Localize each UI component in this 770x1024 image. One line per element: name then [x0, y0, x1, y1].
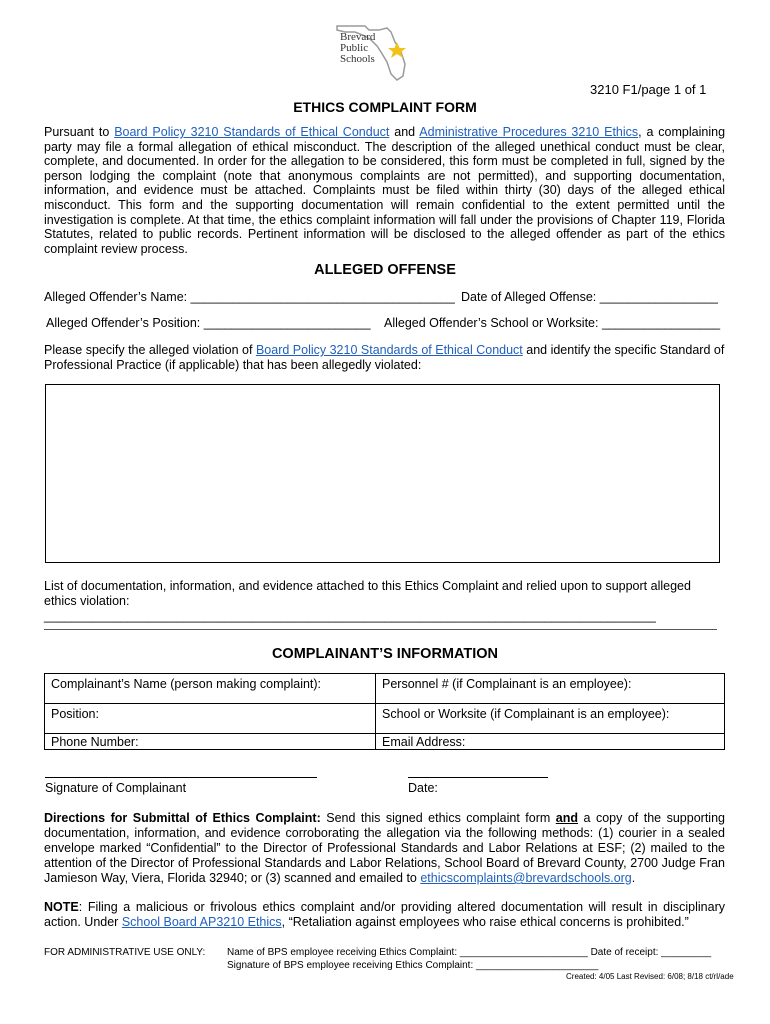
logo-text: Brevard Public Schools [340, 31, 376, 65]
board-policy-link[interactable]: Board Policy 3210 Standards of Ethical Conduct [114, 125, 390, 139]
signature-line[interactable] [45, 777, 317, 778]
personnel-number-field[interactable]: Personnel # (if Complainant is an employee): [376, 674, 725, 704]
note-paragraph: NOTE: Filing a malicious or frivolous ethics complaint and/or providing altered documentation will result in disciplinary action. Under School Board AP3210 Ethics, “Retaliation against employees who raise ethical concerns is prohibited.” [44, 900, 725, 929]
offense-date-field[interactable]: Date of Alleged Offense: _________________ [461, 290, 718, 304]
complainant-heading: COMPLAINANT’S INFORMATION [271, 646, 499, 662]
specify-violation-text: Please specify the alleged violation of Board Policy 3210 Standards of Ethical Conduct and identify the specific Standard of Professional Practice (if applicable) that has been allegedly violated: [44, 343, 725, 372]
intro-paragraph: Pursuant to Board Policy 3210 Standards of Ethical Conduct and Administrative Procedures 3210 Ethics, a complaining party may file a formal allegation of ethical misconduct. The description of the alleged unethical conduct must be clear, complete, and documented. In order for the allegation to be considered, this form must be completed in full, signed by the person lodging the complaint (note that anonymous complaints are not permitted), and supporting documentation, information, and evidence must be attached. Complaints must be filed within thirty (30) days of the alleged ethical misconduct. This form and the supporting documentation will remain confidential to the extent permitted until the investigation is complete. At that time, the ethics complaint information will fall under the provisions of Chapter 119, Florida Statutes, related to public records. Pertinent information will be disclosed to the alleged offender as part of the ethics complaint review process. [44, 125, 726, 256]
date-label: Date: [408, 781, 438, 795]
phone-number-field[interactable]: Phone Number: [45, 734, 376, 750]
complainant-position-field[interactable]: Position: [45, 704, 376, 734]
email-address-field[interactable]: Email Address: [376, 734, 725, 750]
table-row [45, 734, 725, 750]
table-row [45, 704, 725, 734]
offender-position-field[interactable]: Alleged Offender’s Position: ________________________ [46, 316, 371, 330]
complainant-name-field[interactable]: Complainant’s Name (person making complaint): [45, 674, 376, 704]
revision-info: Created: 4/05 Last Revised: 6/08; 8/18 ct/rl/ade [566, 972, 734, 981]
table-row [45, 674, 725, 704]
admin-procedures-link[interactable]: Administrative Procedures 3210 Ethics [419, 125, 639, 139]
directions-paragraph: Directions for Submittal of Ethics Complaint: Send this signed ethics complaint form and a copy of the supporting documentation, information, and evidence corroborating the allegation via the following methods: (1) courier in a sealed envelope marked “Confidential” to the Director of Professional Standards and Labor Relations at ESF; (2) mailed to the attention of the Director of Professional Standards and Labor Relations, School Board of Brevard County, 2700 Judge Fran Jamieson Way, Viera, Florida 32940; or (3) scanned and emailed to ethicscomplaints@brevardschools.org. [44, 811, 725, 885]
board-policy-link-2[interactable]: Board Policy 3210 Standards of Ethical Conduct [255, 343, 523, 357]
documentation-continuation-line[interactable] [44, 629, 717, 630]
receiving-employee-name-field[interactable]: Name of BPS employee receiving Ethics Complaint: _______________________ Date of receipt: _________ [227, 947, 712, 958]
receiving-employee-signature-field[interactable]: Signature of BPS employee receiving Ethics Complaint: ______________________ [227, 960, 599, 971]
page-reference: 3210 F1/page 1 of 1 [590, 82, 707, 97]
documentation-list-field[interactable]: List of documentation, information, and evidence attached to this Ethics Complaint and relied upon to support alleged ethics violation: ________________________________________________________________________________________ [44, 579, 691, 623]
alleged-offense-heading: ALLEGED OFFENSE [314, 262, 456, 278]
complainant-table [44, 673, 725, 750]
ap3210-ethics-link[interactable]: School Board AP3210 Ethics [121, 915, 282, 929]
offender-name-field[interactable]: Alleged Offender’s Name: ______________________________________ [44, 290, 455, 304]
date-line[interactable] [408, 777, 548, 778]
ethics-email-link[interactable]: ethicscomplaints@brevardschools.org [420, 871, 632, 885]
admin-use-label: FOR ADMINISTRATIVE USE ONLY: [44, 947, 206, 958]
form-title: ETHICS COMPLAINT FORM [293, 99, 477, 115]
signature-label: Signature of Complainant [45, 781, 187, 795]
violation-description-box[interactable] [45, 384, 720, 563]
offender-school-field[interactable]: Alleged Offender’s School or Worksite: _________________ [384, 316, 721, 330]
complainant-school-field[interactable]: School or Worksite (if Complainant is an employee): [376, 704, 725, 734]
